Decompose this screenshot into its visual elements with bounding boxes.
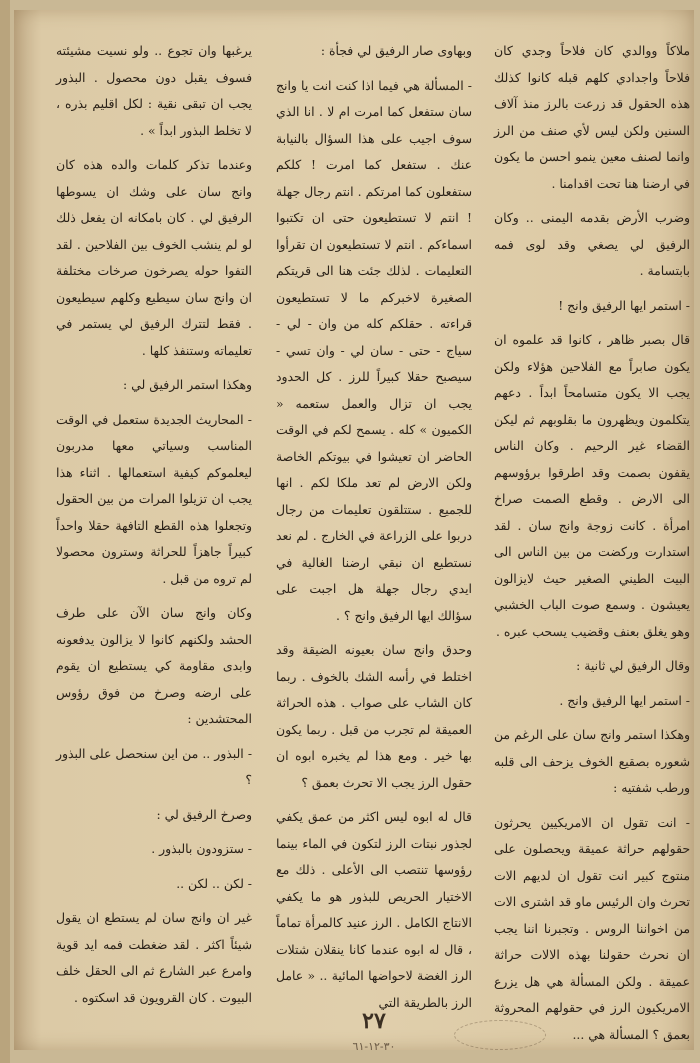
paragraph: - انت تقول ان الامريكيين يحرثون حقولهم حراثة عميقة ويحصلون على منتوج كبير انت تقول ان لديهم الات تحرث وان الرئيس ماو قد اشترى الات من اخواننا الروس . وتجبرنا اننا يجب ان نحرث حقولنا بهذه الالات حراثة عميقة . ولكن المسألة هي هل يزرع الامريكيون الرز في حقولهم المحروثة بعمق ؟ المسألة هي ... — [494, 814, 690, 1042]
page-number: ٢٧ — [362, 1008, 386, 1034]
paragraph: وضرب الأرض بقدمه اليمنى .. وكان الرفيق لي يصغي وقد لوى فمه بابتسامة . — [494, 210, 690, 278]
paragraph: - استمر ايها الرفيق وانج . — [559, 692, 690, 708]
paragraph: - ستزودون بالبذور . — [151, 841, 252, 856]
footer-mark: ٣٠-١٢-٦١ — [352, 1040, 396, 1053]
paragraph: - استمر ايها الرفيق وانج ! — [558, 297, 690, 313]
paragraph: - لكن .. لكن .. — [176, 875, 252, 891]
paragraph: وقال الرفيق لي ثانية : — [576, 658, 690, 673]
paragraph: وحدق وانج سان بعيونه الضيقة وقد اختلط في رأسه الشك بالخوف . ربما كان الشاب على صواب . هذه الحراثة العميقة لم تجرب من قبل . ربما يكون بها خير . ومع هذا لم يخبره ابوه ان حقول الرز يجب الا تحرث بعمق ؟ — [276, 642, 472, 790]
paragraph: وهكذا استمر الرفيق لي : — [123, 377, 252, 392]
paragraph: ملاكاً ووالدي كان فلاحاً وجدي كان فلاحاً واجدادي كلهم قبله كانوا كذلك هذه الحقول قد زرعت بالرز منذ آلاف السنين ولكن ليس لأي صنف من الرز وانما لصنف معين ينمو احسن ما يكون في ارضنا هنا تحت اقدامنا . — [494, 43, 690, 191]
paragraph: يرغبها وان تجوع .. ولو نسيت مشيئته فسوف يقبل دون محصول . البذور يجب ان تبقى نقية : لكل اقليم بذره ، لا تخلط البذور ابداً » . — [56, 43, 252, 138]
text-column-left — [56, 38, 252, 1005]
paragraph: وكان وانج سان الآن على طرف الحشد ولكنهم كانوا لا يزالون يدفعونه وابدى مقاومة كي يستطيع ان يقوم على ارضه وصرخ من فوق رؤوس المحتشدين : — [56, 605, 252, 726]
paragraph: قال له ابوه ليس اكثر من عمق يكفي لجذور نبتات الرز لتكون في الماء بينما رؤوسها تنتصب الى الأعلى . ذلك مع الاختيار الحريص للبذور هو ما يكفي الانتاج الكامل . الرز عنيد كالمرأة تماماً ، قال له ابوه عندما كانا ينقلان شتلات الرز الغضة لاحواضها المائية .. « عامل الرز بالطريقة التي — [276, 809, 472, 1010]
magazine-page — [14, 10, 694, 1053]
text-column-middle — [276, 38, 472, 1010]
binding-edge — [0, 0, 10, 1063]
paragraph: - البذور .. من اين سنحصل على البذور ؟ — [56, 745, 252, 787]
paragraph: قال بصبر ظاهر ، كانوا قد علموه ان يكون صابراً مع الفلاحين هؤلاء ولكن يجب الا يكون متسامحاً ابداً . دعهم يتكلمون ويظهرون ما بقلوبهم ثم ليكن القضاء غير الرحيم . وكان الناس يقفون بصمت وقد اطرقوا برؤوسهم الى الارض . وقطع الصمت صراخ امرأة . كانت زوجة وانج سان . لقد استدارت وركضت من بين الناس الى البيت الطيني الصغير حيث لايزالون يعيشون . وسمع صوت الباب الخشبي وهو يغلق بعنف وقضيب يسحب عبره . — [494, 332, 690, 639]
paragraph: وصرخ الرفيق لي : — [156, 806, 252, 822]
paragraph: - المحاريث الجديدة ستعمل في الوقت المناسب وسياتي معها مدربون ليعلموكم كيفية استعمالها . اثناء هذا يجب ان تزيلوا المرات من بين الحقول وتجعلوا هذه القطع التافهة حقلا واحداً كبيراً جاهزاً للحراثة وسترون محصولا لم تروه من قبل . — [56, 411, 252, 586]
paragraph: وبهاوى صار الرفيق لي فجأة : — [320, 43, 472, 58]
paragraph: وعندما تذكر كلمات والده هذه كان وانج سان على وشك ان يسوطها الرفيق لي . كان بامكانه ان يفعل ذلك لو لم ينشب الخوف بين الفلاحين . لقد التفوا حوله يصرخون صرخات مختلفة ان وانج سان سيطيع وكلهم سيطيعون . فقط لتترك الرفيق لي يستمر في تعليماته وستنفذ كلها . — [56, 157, 252, 358]
paragraph: - المسألة هي فيما اذا كنت انت يا وانج سان ستفعل كما امرت ام لا . انا الذي سوف اجيب على هذا السؤال بالنيابة عنك . ستفعل كما امرت ! كلكم ستفعلون كما امرتكم . انتم رجال جهلة ! انتم لا تستطيعون حتى ان تكتبوا اسماءكم . انتم لا تستطيعون ان تقرأوا التعليمات . لذلك جئت هنا الى قريتكم الصغيرة لاخبركم ما لا تستطيعون قراءته . حقلكم كله من وان - لي - سياج - حتى - سان لي - وان تسي - سيصبح حقلا كبيراً للرز . كل الحدود يجب ان تزال والعمل ستعمه « الكميون » كله . يسمح لكم في الوقت الحاضر ان تعيشوا في بيوتكم الخاصة ولكن الارض لم تعد ملكا لكم . انها للجميع . ستتلقون تعليمات من رجال دربوا على الزراعة في الخارج . لم نعد نستطيع ان نبقي ارضنا الغالية في ايدي رجال جهلة هل اجبت على سؤالك ايها الرفيق وانج ؟ . — [276, 77, 472, 623]
paragraph: وهكذا استمر وانج سان على الرغم من شعوره بصقيع الخوف يزحف الى قلبه ورطب شفتيه : — [494, 727, 690, 795]
paragraph: غير ان وانج سان لم يستطع ان يقول شيئاً اكثر . لقد ضغطت فمه ايد قوية وامرع عبر الشارع ثم الى الحقل خلف البيوت . كان القرويون قد اسكتوه . — [56, 910, 252, 1005]
text-column-right — [494, 38, 690, 1042]
